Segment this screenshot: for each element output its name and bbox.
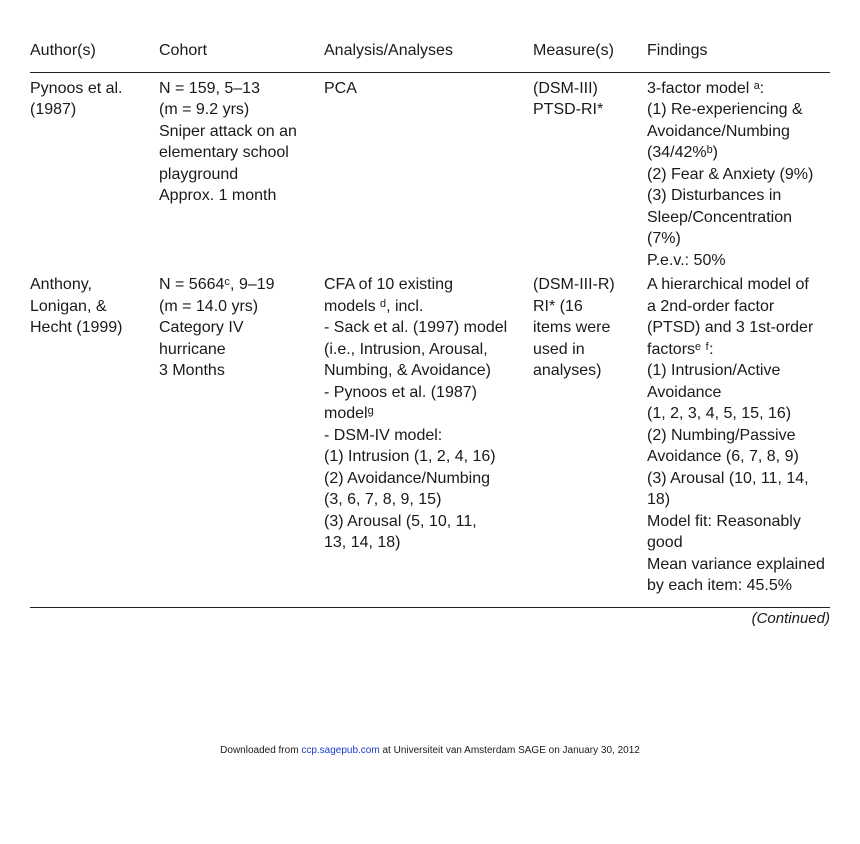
cell-cohort [159, 72, 324, 271]
cell-line: - DSM-IV model: [324, 426, 443, 444]
cell-line: Numbing, & Avoidance) [324, 362, 491, 379]
cell-line: factorsᵉ ᶠ: [647, 340, 714, 358]
cell-line: Avoidance/Numbing [647, 122, 790, 140]
cell-line: (m = 9.2 yrs) [159, 101, 250, 118]
table-row [30, 271, 830, 607]
cell-line: (2) Fear & Anxiety (9%) [647, 165, 814, 183]
cell-line: (1) Intrusion (1, 2, 4, 16) [324, 448, 496, 465]
cell-line: (DSM-III) [533, 79, 598, 97]
header-findings: Findings [647, 36, 830, 72]
footer-prefix: Downloaded from [220, 745, 302, 756]
cell-line: Model fit: Reasonably [647, 512, 801, 530]
cell-line: used in [533, 340, 585, 358]
cell-line: 3 Months [159, 362, 225, 379]
cell-line: models ᵈ, incl. [324, 297, 424, 315]
cell-line: (34/42%ᵇ) [647, 144, 718, 161]
footer-suffix: at Universiteit van Amsterdam SAGE on January 30, 2012 [379, 745, 640, 756]
studies-table [30, 36, 830, 608]
studies-table-container [30, 36, 830, 608]
cell-line: Approx. 1 month [159, 187, 277, 204]
cell-line: Category IV [159, 319, 244, 336]
cell-line: Anthony, [30, 276, 92, 293]
cell-line: 3-factor model ᵃ: [647, 79, 765, 97]
cell-author [30, 72, 159, 271]
cell-line: P.e.v.: 50% [647, 251, 726, 269]
cell-line: (3) Arousal (10, 11, 14, [647, 469, 809, 487]
cell-line: (1987) [30, 101, 77, 118]
cell-line: N = 159, 5–13 [159, 79, 260, 97]
cell-measure [533, 72, 647, 271]
cell-line: hurricane [159, 340, 226, 358]
cell-line: modelᵍ [324, 405, 374, 422]
table-header-row [30, 36, 830, 72]
cell-line: playground [159, 165, 239, 183]
cell-line: (PTSD) and 3 1st-order [647, 319, 814, 336]
cell-line: Pynoos et al. [30, 79, 123, 97]
cell-line: Mean variance explained [647, 555, 825, 573]
cell-line: analyses) [533, 362, 602, 379]
cell-line: (i.e., Intrusion, Arousal, [324, 340, 488, 358]
cell-line: (3) Arousal (5, 10, 11, [324, 512, 477, 530]
footer-link[interactable]: ccp.sagepub.com [301, 745, 380, 756]
cell-line: Avoidance (6, 7, 8, 9) [647, 448, 799, 465]
download-footer [0, 745, 860, 756]
cell-line: by each item: 45.5% [647, 577, 792, 594]
cell-line: (3, 6, 7, 8, 9, 15) [324, 491, 442, 508]
cell-analysis [324, 271, 533, 607]
cell-author [30, 271, 159, 607]
cell-line: Hecht (1999) [30, 319, 123, 336]
header-measure: Measure(s) [533, 36, 647, 72]
header-author: Author(s) [30, 36, 159, 72]
cell-line: (DSM-III-R) [533, 276, 615, 293]
cell-line: PCA [324, 79, 357, 97]
cell-line: CFA of 10 existing [324, 276, 453, 293]
cell-line: 13, 14, 18) [324, 534, 401, 551]
cell-measure [533, 271, 647, 607]
cell-line: A hierarchical model of [647, 276, 809, 293]
cell-cohort [159, 271, 324, 607]
cell-line: RI* (16 [533, 297, 583, 315]
cell-line: Sniper attack on an [159, 122, 297, 140]
header-analysis: Analysis/Analyses [324, 36, 533, 72]
cell-line: (2) Avoidance/Numbing [324, 469, 491, 487]
cell-findings [647, 72, 830, 271]
cell-line: (2) Numbing/Passive [647, 426, 796, 444]
continued-note: (Continued) [751, 610, 830, 627]
cell-line: Avoidance [647, 383, 722, 401]
cell-line: (m = 14.0 yrs) [159, 297, 259, 315]
cell-line: good [647, 534, 683, 551]
cell-line: - Pynoos et al. (1987) [324, 383, 477, 401]
cell-line: (1, 2, 3, 4, 5, 15, 16) [647, 405, 792, 422]
cell-line: (3) Disturbances in [647, 187, 782, 204]
cell-line: items were [533, 319, 611, 336]
cell-line: 18) [647, 491, 671, 508]
cell-line: a 2nd-order factor [647, 297, 775, 315]
cell-line: N = 5664ᶜ, 9–19 [159, 276, 275, 293]
cell-line: Lonigan, & [30, 297, 107, 315]
cell-line: (7%) [647, 230, 681, 247]
cell-line: PTSD-RI* [533, 101, 604, 118]
cell-line: elementary school [159, 144, 289, 161]
cell-line: Sleep/Concentration [647, 208, 792, 226]
cell-line: (1) Intrusion/Active [647, 362, 781, 379]
cell-line: (1) Re-experiencing & [647, 101, 803, 118]
cell-findings [647, 271, 830, 607]
cell-line: - Sack et al. (1997) model [324, 319, 508, 336]
header-cohort: Cohort [159, 36, 324, 72]
table-row [30, 72, 830, 271]
cell-analysis [324, 72, 533, 271]
